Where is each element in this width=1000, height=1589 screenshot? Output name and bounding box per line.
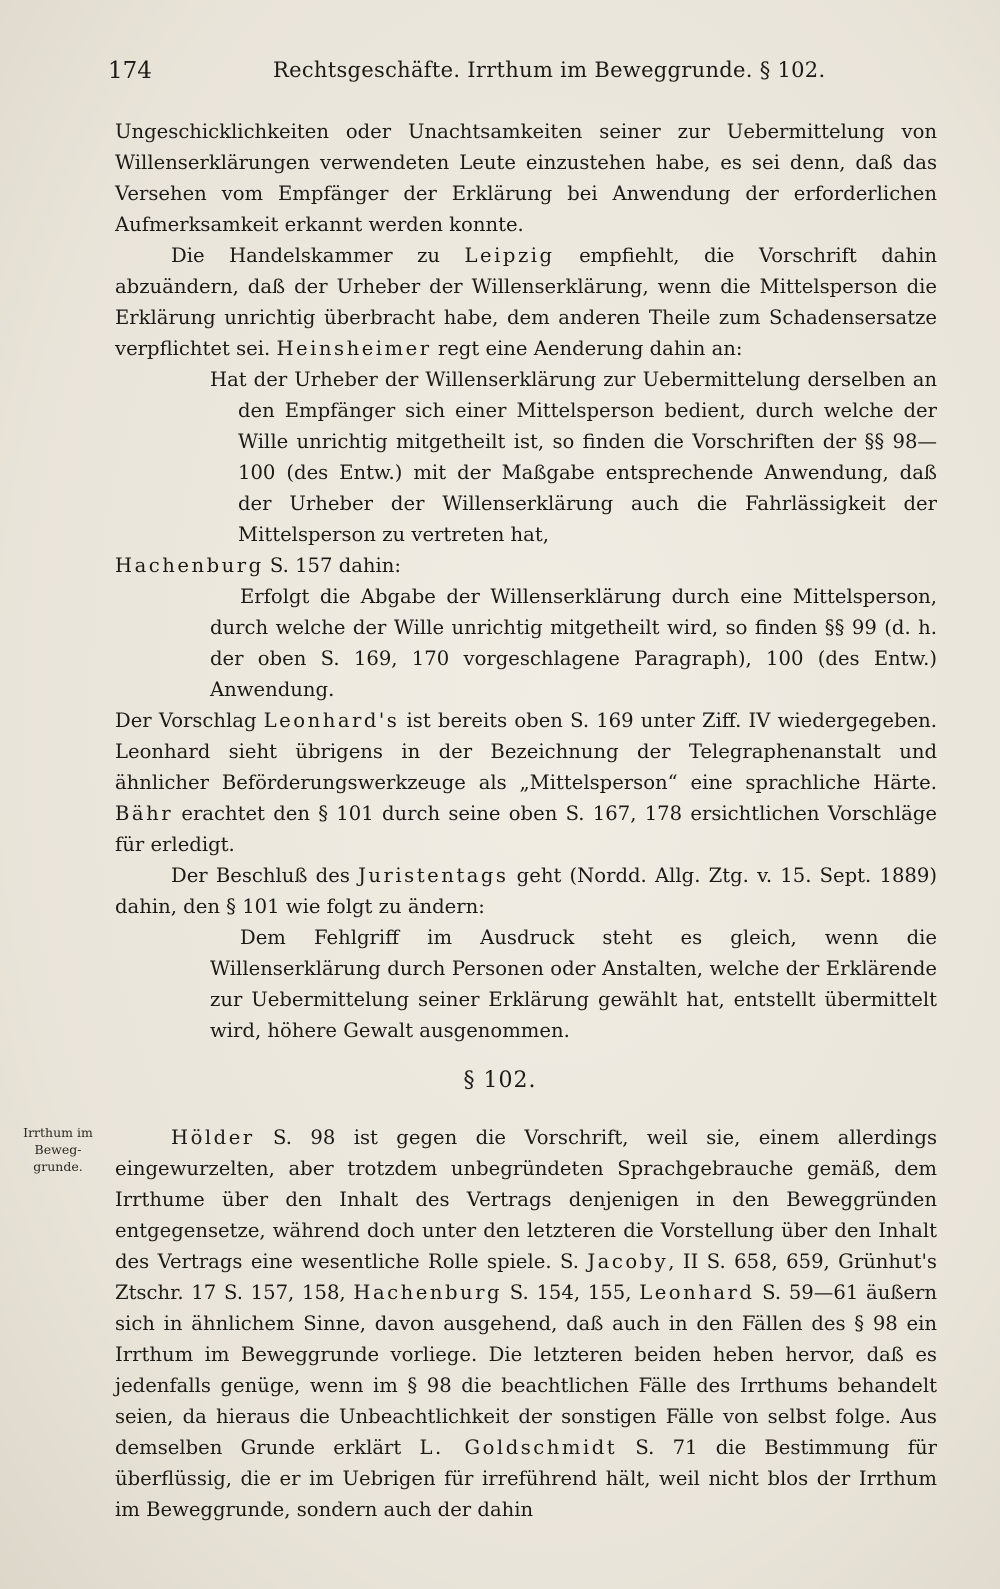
paragraph-4-text-b: ist bereits oben S. 169 unter Ziff. IV wiedergegeben. Leonhard sieht übrigens in der Bezeichnung der Telegraphenanstalt und ähnlicher Beförderungswerkzeuge als „Mittelsperson“ eine sprachliche Härte. bbox=[115, 709, 937, 794]
name-leonhard-2: Leonhard bbox=[639, 1281, 755, 1304]
body-text-upper bbox=[115, 116, 937, 1046]
running-head: Rechtsgeschäfte. Irrthum im Beweggrunde. § 102. bbox=[273, 58, 826, 82]
margin-note-irrthum: Irrthum im Beweg-grunde. bbox=[23, 1125, 93, 1174]
name-goldschmidt: L. Goldschmidt bbox=[419, 1436, 618, 1459]
paragraph-4 bbox=[115, 705, 937, 860]
paragraph-2-text-a: Die Handelskammer zu bbox=[171, 244, 465, 267]
paragraph-2 bbox=[115, 240, 937, 364]
section-text-a: S. 98 ist gegen die Vorschrift, weil sie, einem allerdings eingewurzelten, aber trotzdem unbegründeten Sprachgebrauche gemäß, dem Irrthume über den Inhalt des Vertrags denjenigen in den Beweggründen entgegensetze, während doch unter den letzteren die Vorstellung über den Inhalt des Vertrags eine wesentliche Rolle spiele. S. bbox=[115, 1126, 937, 1273]
section-text-c: S. 154, 155, bbox=[502, 1281, 640, 1304]
name-juristentag: Juristentags bbox=[358, 864, 509, 887]
name-hoelder: Hölder bbox=[171, 1126, 255, 1149]
page-number: 174 bbox=[108, 58, 152, 84]
name-baehr: Bähr bbox=[115, 802, 174, 825]
name-heinsheimer: Heinsheimer bbox=[276, 337, 432, 360]
paragraph-4-text-c: erachtet den § 101 durch seine oben S. 167, 178 ersichtlichen Vorschläge für erledigt. bbox=[115, 802, 937, 856]
name-leipzig: Leipzig bbox=[464, 244, 555, 267]
paragraph-2-text-c: regt eine Aenderung dahin an: bbox=[431, 337, 743, 360]
quote-heinsheimer: Hat der Urheber der Willenserklärung zur Uebermittelung derselben an den Empfänger sich einer Mittelsperson bedient, durch welche der Wille unrichtig mitgetheilt ist, so finden die Vorschriften der §§ 98—100 (des Entw.) mit der Maßgabe entsprechende Anwendung, daß der Urheber der Willenserklärung auch die Fahrlässigkeit der Mittelsperson zu vertreten hat, bbox=[210, 368, 937, 546]
body-text-lower bbox=[115, 1122, 937, 1525]
quote-juristentag: Dem Fehlgriff im Ausdruck steht es gleich, wenn die Willenserklärung durch Personen oder Anstalten, welche der Erklärende zur Uebermittelung seiner Erklärung gewählt hat, entstellt übermittelt wird, höhere Gewalt ausgenommen. bbox=[210, 926, 937, 1042]
paragraph-1: Ungeschicklichkeiten oder Unachtsamkeiten seiner zur Uebermittelung von Willenserklärungen verwendeten Leute einzustehen habe, es sei denn, daß das Versehen vom Empfänger der Erklärung bei Anwendung der erforderlichen Aufmerksamkeit erkannt werden konnte. bbox=[115, 120, 937, 236]
section-paragraph-1 bbox=[115, 1122, 937, 1525]
section-text-d: S. 59—61 äußern sich in ähnlichem Sinne, davon ausgehend, daß auch in den Fällen des § 98 ein Irrthum im Beweggrunde vorliege. Die letzteren beiden heben hervor, daß es jedenfalls genüge, wenn im § 98 die beachtlichen Fälle des Irrthums behandelt seien, da hieraus die Unbeachtlichkeit der sonstigen Fälle von selbst folge. Aus demselben Grunde erklärt bbox=[115, 1281, 937, 1459]
name-hachenburg: Hachenburg bbox=[115, 554, 264, 577]
paragraph-5-text-b: geht (Nordd. Allg. Ztg. v. 15. Sept. 1889) dahin, den § 101 wie folgt zu ändern: bbox=[115, 864, 937, 918]
quote-hachenburg: Erfolgt die Abgabe der Willenserklärung durch eine Mittelsperson, durch welche der Wille unrichtig mitgetheilt wird, so finden §§ 99 (d. h. der oben S. 169, 170 vorgeschlagene Paragraph), 100 (des Entw.) Anwendung. bbox=[210, 585, 937, 701]
paragraph-5-text-a: Der Beschluß des bbox=[171, 864, 359, 887]
name-leonhard: Leonhard's bbox=[263, 709, 400, 732]
name-jacoby: Jacoby bbox=[587, 1250, 669, 1273]
paragraph-5 bbox=[115, 860, 937, 922]
section-text-b: , II S. 658, 659, Grünhut's Ztschr. 17 S. 157, 158, bbox=[115, 1250, 937, 1304]
paragraph-2-text-b: empfiehlt, die Vorschrift dahin abzuändern, daß der Urheber der Willenserklärung, wenn die Mittelsperson die Erklärung unrichtig überbracht habe, dem anderen Theile zum Schadensersatze verpflichtet sei. bbox=[115, 244, 937, 360]
paragraph-3 bbox=[115, 550, 937, 581]
paragraph-4-text-a: Der Vorschlag bbox=[115, 709, 264, 732]
paragraph-3-text: S. 157 dahin: bbox=[263, 554, 402, 577]
name-hachenburg-2: Hachenburg bbox=[353, 1281, 503, 1304]
section-title: § 102. bbox=[463, 1068, 537, 1093]
section-text-e: S. 71 die Bestimmung für überflüssig, die er im Uebrigen für irreführend hält, weil nicht blos der Irrthum im Beweggrunde, sondern auch der dahin bbox=[115, 1436, 937, 1521]
page-header bbox=[108, 58, 948, 98]
